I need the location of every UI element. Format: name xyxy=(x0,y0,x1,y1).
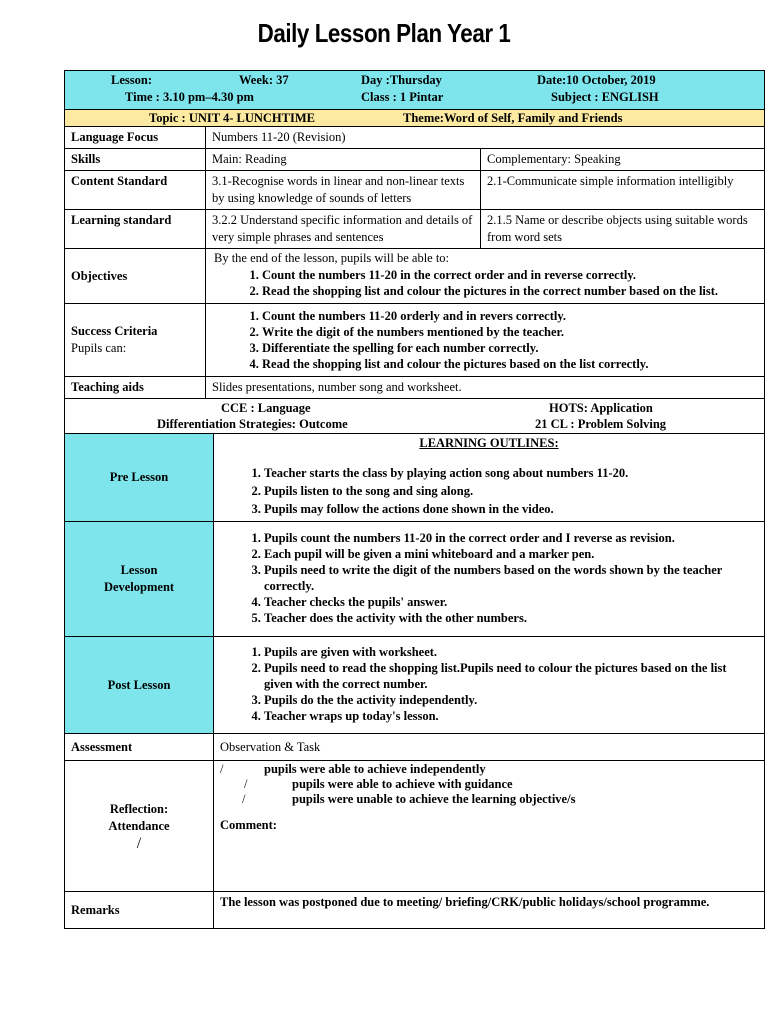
list-item: 1. Pupils count the numbers 11-20 in the correct order and I reverse as revision. xyxy=(264,530,758,546)
remarks-label: Remarks xyxy=(65,892,214,929)
lesson-development-row xyxy=(65,522,765,637)
list-item: 4. Teacher checks the pupils' answer. xyxy=(264,594,758,610)
list-item: 3. Pupils may follow the actions done shown in the video. xyxy=(264,500,758,518)
hots-label: HOTS: Application xyxy=(549,401,653,415)
learning-standard-main: 3.2.2 Understand specific information and details of very simple phrases and sentences xyxy=(206,210,481,249)
check-mark-2: / xyxy=(244,777,248,791)
success-criteria-sub: Pupils can: xyxy=(71,341,127,355)
list-item: 4. Teacher wraps up today's lesson. xyxy=(264,708,758,724)
list-item: 2. Read the shopping list and colour the pictures in the correct number based on the list. xyxy=(262,283,758,299)
lesson-development-label-2: Development xyxy=(103,580,175,594)
pre-lesson-row xyxy=(65,434,765,522)
pre-lesson-label: Pre Lesson xyxy=(65,434,214,522)
list-item: 1. Teacher starts the class by playing action song about numbers 11-20. xyxy=(264,464,758,482)
list-item: 1. Pupils are given with worksheet. xyxy=(264,644,758,660)
class-label: Class : 1 Pintar xyxy=(361,90,444,104)
pre-lesson-list xyxy=(220,464,758,518)
subject-label: Subject : ENGLISH xyxy=(551,90,659,104)
remarks-value: The lesson was postponed due to meeting/ briefing/CRK/public holidays/school programme. xyxy=(214,892,765,929)
topic-row xyxy=(65,110,765,127)
reflection-row xyxy=(65,761,765,892)
objectives-list xyxy=(212,267,758,299)
teaching-aids-label: Teaching aids xyxy=(65,377,206,399)
learning-outlines-title: LEARNING OUTLINES: xyxy=(419,436,559,450)
lesson-label: Lesson: xyxy=(111,73,152,87)
list-item: 2. Write the digit of the numbers mentioned by the teacher. xyxy=(262,324,758,340)
attendance-label: Attendance xyxy=(108,818,170,833)
teaching-aids-value: Slides presentations, number song and worksheet. xyxy=(206,377,765,399)
skills-row xyxy=(65,149,765,171)
reflection-line-3: pupils were unable to achieve the learning objective/s xyxy=(292,792,576,806)
learning-standard-label: Learning standard xyxy=(65,210,206,249)
skills-complementary: Complementary: Speaking xyxy=(481,149,765,171)
content-standard-main: 3.1-Recognise words in linear and non-linear texts by using knowledge of sounds of letters xyxy=(206,171,481,210)
topic-label: Topic : UNIT 4- LUNCHTIME xyxy=(149,111,315,125)
assessment-label: Assessment xyxy=(65,734,214,761)
cce-label: CCE : Language xyxy=(221,401,311,415)
post-lesson-list xyxy=(220,644,758,724)
skills-main: Main: Reading xyxy=(206,149,481,171)
list-item: 2. Pupils need to read the shopping list.Pupils need to colour the pictures based on the list given with the correct number. xyxy=(264,660,758,692)
date-label: Date:10 October, 2019 xyxy=(537,73,656,87)
objectives-row xyxy=(65,249,765,304)
objectives-intro: By the end of the lesson, pupils will be able to: xyxy=(214,251,450,265)
success-criteria-list xyxy=(212,308,758,372)
list-item: 3. Differentiate the spelling for each number correctly. xyxy=(262,340,758,356)
differentiation-label: Differentiation Strategies: Outcome xyxy=(157,417,348,431)
day-label: Day :Thursday xyxy=(361,73,442,87)
assessment-row xyxy=(65,734,765,761)
assessment-value: Observation & Task xyxy=(214,734,765,761)
check-mark-1: / xyxy=(220,762,224,776)
lesson-development-label-1: Lesson xyxy=(120,563,158,577)
list-item: 5. Teacher does the activity with the other numbers. xyxy=(264,610,758,626)
content-standard-comp: 2.1-Communicate simple information intelligibly xyxy=(481,171,765,210)
reflection-label: Reflection: xyxy=(109,801,169,816)
list-item: 4. Read the shopping list and colour the pictures based on the list correctly. xyxy=(262,356,758,372)
remarks-row xyxy=(65,892,765,929)
list-item: 2. Each pupil will be given a mini whiteboard and a marker pen. xyxy=(264,546,758,562)
page-title: Daily Lesson Plan Year 1 xyxy=(257,18,511,48)
list-item: 3. Pupils need to write the digit of the numbers based on the words shown by the teacher correctly. xyxy=(264,562,758,594)
check-mark-3: / xyxy=(242,792,246,806)
objectives-label: Objectives xyxy=(65,249,206,304)
success-criteria-row xyxy=(65,304,765,377)
learning-standard-row xyxy=(65,210,765,249)
reflection-line-2: pupils were able to achieve with guidance xyxy=(292,777,513,791)
reflection-line-1: pupils were able to achieve independently xyxy=(264,762,486,776)
lesson-development-list xyxy=(220,530,758,626)
theme-label: Theme:Word of Self, Family and Friends xyxy=(403,111,623,125)
comment-label: Comment: xyxy=(220,818,277,832)
learning-standard-comp: 2.1.5 Name or describe objects using suitable words from word sets xyxy=(481,210,765,249)
success-criteria-label: Success Criteria xyxy=(71,324,158,338)
week-label: Week: 37 xyxy=(239,73,289,87)
post-lesson-label: Post Lesson xyxy=(65,637,214,734)
time-label: Time : 3.10 pm–4.30 pm xyxy=(125,90,254,104)
header-row xyxy=(65,71,765,110)
lesson-plan-table xyxy=(64,70,765,929)
list-item: 3. Pupils do the the activity independently. xyxy=(264,692,758,708)
post-lesson-row xyxy=(65,637,765,734)
language-focus-value: Numbers 11-20 (Revision) xyxy=(206,127,765,149)
list-item: 1. Count the numbers 11-20 in the correct order and in reverse correctly. xyxy=(262,267,758,283)
attendance-slash: / xyxy=(136,834,142,852)
cl-label: 21 CL : Problem Solving xyxy=(535,417,667,431)
cce-row xyxy=(65,399,765,434)
content-standard-label: Content Standard xyxy=(65,171,206,210)
language-focus-label: Language Focus xyxy=(65,127,206,149)
list-item: 1. Count the numbers 11-20 orderly and in revers correctly. xyxy=(262,308,758,324)
content-standard-row xyxy=(65,171,765,210)
teaching-aids-row xyxy=(65,377,765,399)
list-item: 2. Pupils listen to the song and sing along. xyxy=(264,482,758,500)
skills-label: Skills xyxy=(65,149,206,171)
language-focus-row xyxy=(65,127,765,149)
